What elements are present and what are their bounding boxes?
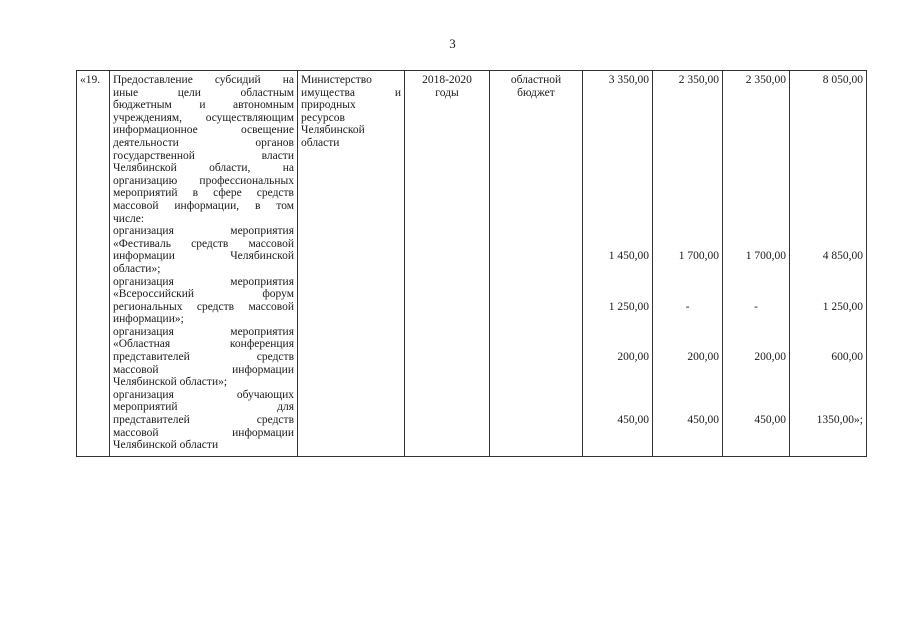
description-line: «Фестиваль средств массовой: [113, 237, 294, 250]
description-line: информационное освещение: [113, 124, 294, 137]
source-line: областной: [510, 74, 562, 86]
description-line: учреждениям, осуществляющим: [113, 111, 294, 124]
sub-item-amount: 450,00: [754, 414, 786, 427]
sub-item-amount: 1 700,00: [678, 250, 719, 263]
description-line: числе:: [113, 212, 145, 225]
executor-cell: [298, 71, 405, 457]
description-line: представителей средств: [113, 414, 294, 427]
sub-item-amount: 1 700,00: [745, 250, 786, 263]
description-line: Челябинской области»;: [113, 376, 228, 389]
page-number: 3: [449, 36, 456, 51]
description-line: Челябинской области: [113, 439, 219, 452]
sub-item-amount: -: [754, 300, 758, 313]
description-line: организация обучающих: [113, 388, 294, 401]
amount-total-cell: [790, 71, 867, 457]
description-line: области»;: [113, 262, 161, 275]
total-amount: 2 350,00: [678, 74, 719, 86]
description-line: мероприятий в сфере средств: [113, 187, 294, 200]
sub-item-amount: 450,00: [617, 414, 649, 427]
description-line: государственной власти: [113, 149, 294, 162]
description-line: региональных средств массовой: [113, 300, 294, 313]
sub-item-amount: 1 250,00: [608, 300, 649, 313]
description-line: бюджетным и автономным: [113, 99, 294, 112]
description-line: Челябинской области, на: [113, 162, 294, 175]
amount-2019-cell: [653, 71, 723, 457]
description-line: массовой информации: [113, 426, 294, 439]
description-line: «Областная конференция: [113, 338, 294, 351]
sub-item-amount: 4 850,00: [822, 250, 863, 263]
exec-line: Челябинской: [301, 124, 365, 137]
sub-item-amount: 200,00: [617, 351, 649, 364]
sub-item-amount: 200,00: [754, 351, 786, 364]
description-line: информации Челябинской: [113, 250, 294, 263]
total-amount: 8 050,00: [822, 74, 863, 86]
description-text: [113, 74, 294, 452]
sub-item-amount: 1 250,00: [822, 300, 863, 313]
exec-line: области: [301, 136, 340, 149]
description-line: информации»;: [113, 313, 184, 326]
description-line: Предоставление субсидий на: [113, 74, 294, 86]
period-cell: [405, 71, 490, 457]
amount-2018-cell: [583, 71, 653, 457]
total-amount: 3 350,00: [608, 74, 649, 86]
source-text: [493, 74, 579, 99]
description-line: организация мероприятия: [113, 275, 294, 288]
period-line: годы: [435, 86, 459, 99]
sub-item-amount: -: [685, 300, 690, 313]
sub-item-amount: 450,00: [687, 414, 719, 427]
description-line: представителей средств: [113, 351, 294, 364]
source-cell: [490, 71, 583, 457]
period-text: [408, 74, 486, 99]
description-line: иные цели областным: [113, 86, 294, 99]
sub-item-amount: 200,00: [687, 351, 719, 364]
description-line: организация мероприятия: [113, 225, 294, 238]
description-line: «Всероссийский форум: [113, 288, 294, 301]
description-line: деятельности органов: [113, 136, 294, 149]
table-row: [77, 71, 867, 457]
description-line: мероприятий для: [113, 401, 294, 414]
sub-item-amount: 1350,00»;: [816, 414, 863, 427]
source-line: бюджет: [517, 86, 555, 99]
exec-line: Министерство: [301, 74, 372, 86]
description-line: массовой информации, в том: [113, 199, 294, 212]
program-table: [76, 70, 867, 457]
exec-line: имущества и: [301, 86, 401, 99]
amount-2020-cell: [723, 71, 790, 457]
description-line: массовой информации: [113, 363, 294, 376]
exec-line: ресурсов: [301, 111, 345, 124]
period-line: 2018-2020: [422, 74, 472, 86]
row-number: «19.: [77, 71, 110, 457]
description-line: организация мероприятия: [113, 325, 294, 338]
executor-text: [301, 74, 401, 150]
total-amount: 2 350,00: [745, 74, 786, 86]
sub-item-amount: 600,00: [831, 351, 863, 364]
exec-line: природных: [301, 99, 356, 112]
sub-item-amount: 1 450,00: [608, 250, 649, 263]
description-cell: [110, 71, 298, 457]
description-line: организацию профессиональных: [113, 174, 294, 187]
